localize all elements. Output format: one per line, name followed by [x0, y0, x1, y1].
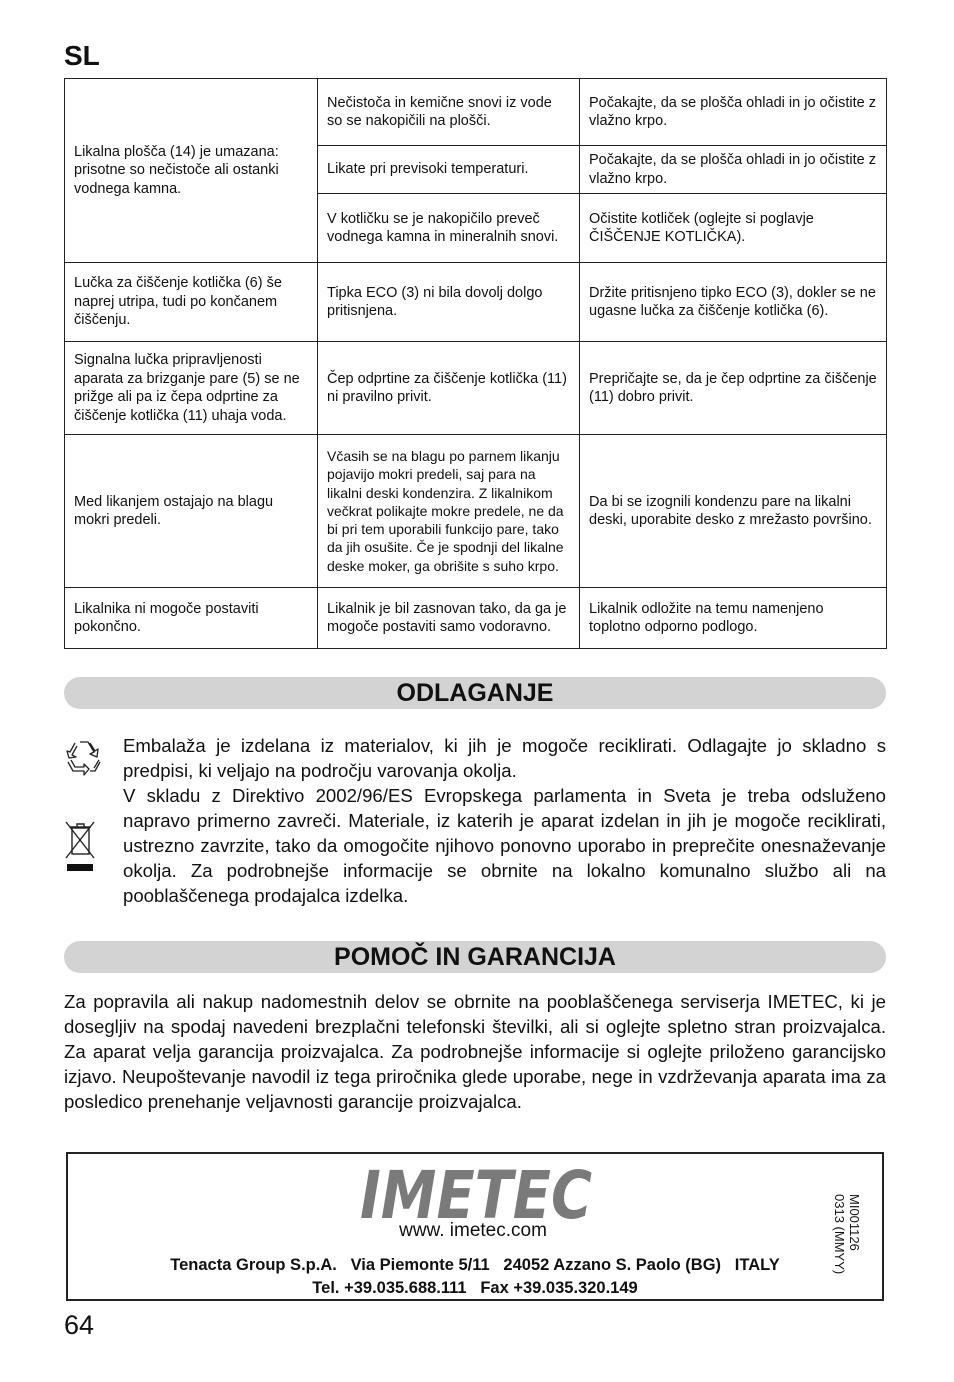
- disposal-paragraph: V skladu z Direktivo 2002/96/ES Evropskega parlamenta in Sveta je treba odsluženo napravo primerno zavreči. Materiale, iz katerih je aparat izdelan in jih je mogoče reciklirati, ustrezno zavrzite, tako da omogočite njihovo ponovno uporabo in preprečite onesnaževanje okolja. Za podrobnejše informacije se obrnite na lokalno komunalno službo ali na pooblaščenega prodajalca izdelka.: [123, 785, 886, 906]
- weee-bin-icon: [64, 820, 96, 872]
- disposal-text: [123, 733, 886, 908]
- document-code: [832, 1194, 862, 1275]
- language-code: SL: [64, 40, 100, 71]
- cause-cell: Včasih se na blagu po parnem likanju pojavijo mokri predeli, saj para na likalni deski kondenzira. Z likalnikom večkrat polikajte mokre predele, ne da bi pri tem uporabili funkcijo pare, tako da jih osušite. Če je spodnji del likalne deske moker, ga obrišite s suho krpo.: [318, 435, 580, 588]
- company-info-box: [66, 1152, 884, 1301]
- code-line-1: MI001126: [847, 1194, 862, 1251]
- page-number: 64: [64, 1310, 95, 1340]
- solution-cell: Počakajte, da se plošča ohladi in jo očistite z vlažno krpo.: [580, 79, 887, 146]
- solution-cell: Počakajte, da se plošča ohladi in jo očistite z vlažno krpo.: [580, 146, 887, 194]
- cause-cell: Čep odprtine za čiščenje kotlička (11) ni pravilno privit.: [318, 342, 580, 435]
- cause-cell: Nečistoča in kemične snovi iz vode so se nakopičili na plošči.: [318, 79, 580, 146]
- website-url: www. imetec.com: [399, 1220, 547, 1241]
- solution-cell: Držite pritisnjeno tipko ECO (3), dokler se ne ugasne lučka za čiščenje kotlička (6).: [580, 263, 887, 342]
- solution-cell: Da bi se izognili kondenzu pare na likalni deski, uporabite desko z mrežasto površino.: [580, 435, 887, 588]
- imetec-logo: [358, 1162, 598, 1226]
- recycle-icon: [64, 738, 104, 780]
- disposal-paragraph: Embalaža je izdelana iz materialov, ki jih je mogoče reciklirati. Odlagajte jo skladno s predpisi, ki veljajo na področju varovanja okolja.: [123, 735, 886, 781]
- company-address: [68, 1254, 882, 1300]
- solution-cell: Očistite kotliček (oglejte si poglavje ČIŠČENJE KOTLIČKA).: [580, 194, 887, 263]
- company-line: Tenacta Group S.p.A. Via Piemonte 5/11 24052 Azzano S. Paolo (BG) ITALY: [170, 1256, 780, 1274]
- brand-name: IMETEC: [360, 1162, 592, 1226]
- problem-cell: Med likanjem ostajajo na blagu mokri predeli.: [65, 435, 318, 588]
- troubleshooting-table: [64, 78, 887, 649]
- warranty-paragraph: Za popravila ali nakup nadomestnih delov se obrnite na pooblaščenega serviserja IMETEC, ki je dosegljiv na spodaj navedeni brezplačni telefonski številki, ali si oglejte spletno stran proizvajalca. Za aparat velja garancija proizvajalca. Za podrobnejše informacije si oglejte priloženo garancijsko izjavo. Neupoštevanje navodil iz tega priročnika glede uporabe, nege in vzdrževanja aparata ima za posledico prenehanje veljavnosti garancije proizvajalca.: [64, 991, 886, 1112]
- solution-cell: Likalnik odložite na temu namenjeno toplotno odporno podlogo.: [580, 588, 887, 649]
- table-row: [65, 435, 887, 588]
- problem-cell: Lučka za čiščenje kotlička (6) še naprej utripa, tudi po končanem čiščenju.: [65, 263, 318, 342]
- problem-cell: Likalnika ni mogoče postaviti pokončno.: [65, 588, 318, 649]
- cause-cell: Likalnik je bil zasnovan tako, da ga je mogoče postaviti samo vodoravno.: [318, 588, 580, 649]
- warranty-text: [64, 989, 886, 1114]
- cause-cell: V kotličku se je nakopičilo preveč vodnega kamna in mineralnih snovi.: [318, 194, 580, 263]
- table-row: [65, 79, 887, 146]
- table-row: [65, 263, 887, 342]
- code-line-2: 0313 (MMYY): [832, 1194, 847, 1275]
- table-row: [65, 342, 887, 435]
- cause-cell: Likate pri previsoki temperaturi.: [318, 146, 580, 194]
- problem-cell: Signalna lučka pripravljenosti aparata za brizganje pare (5) se ne prižge ali pa iz čepa odprtine za čiščenje kotlička (11) uhaja voda.: [65, 342, 318, 435]
- cause-cell: Tipka ECO (3) ni bila dovolj dolgo pritisnjena.: [318, 263, 580, 342]
- solution-cell: Prepričajte se, da je čep odprtine za čiščenje (11) dobro privit.: [580, 342, 887, 435]
- problem-cell: Likalna plošča (14) je umazana: prisotne so nečistoče ali ostanki vodnega kamna.: [65, 79, 318, 263]
- warranty-heading: POMOČ IN GARANCIJA: [64, 941, 886, 973]
- table-row: [65, 588, 887, 649]
- phone-line: Tel. +39.035.688.111 Fax +39.035.320.149: [312, 1279, 638, 1297]
- website-text: [68, 1220, 882, 1242]
- disposal-heading: ODLAGANJE: [64, 677, 886, 709]
